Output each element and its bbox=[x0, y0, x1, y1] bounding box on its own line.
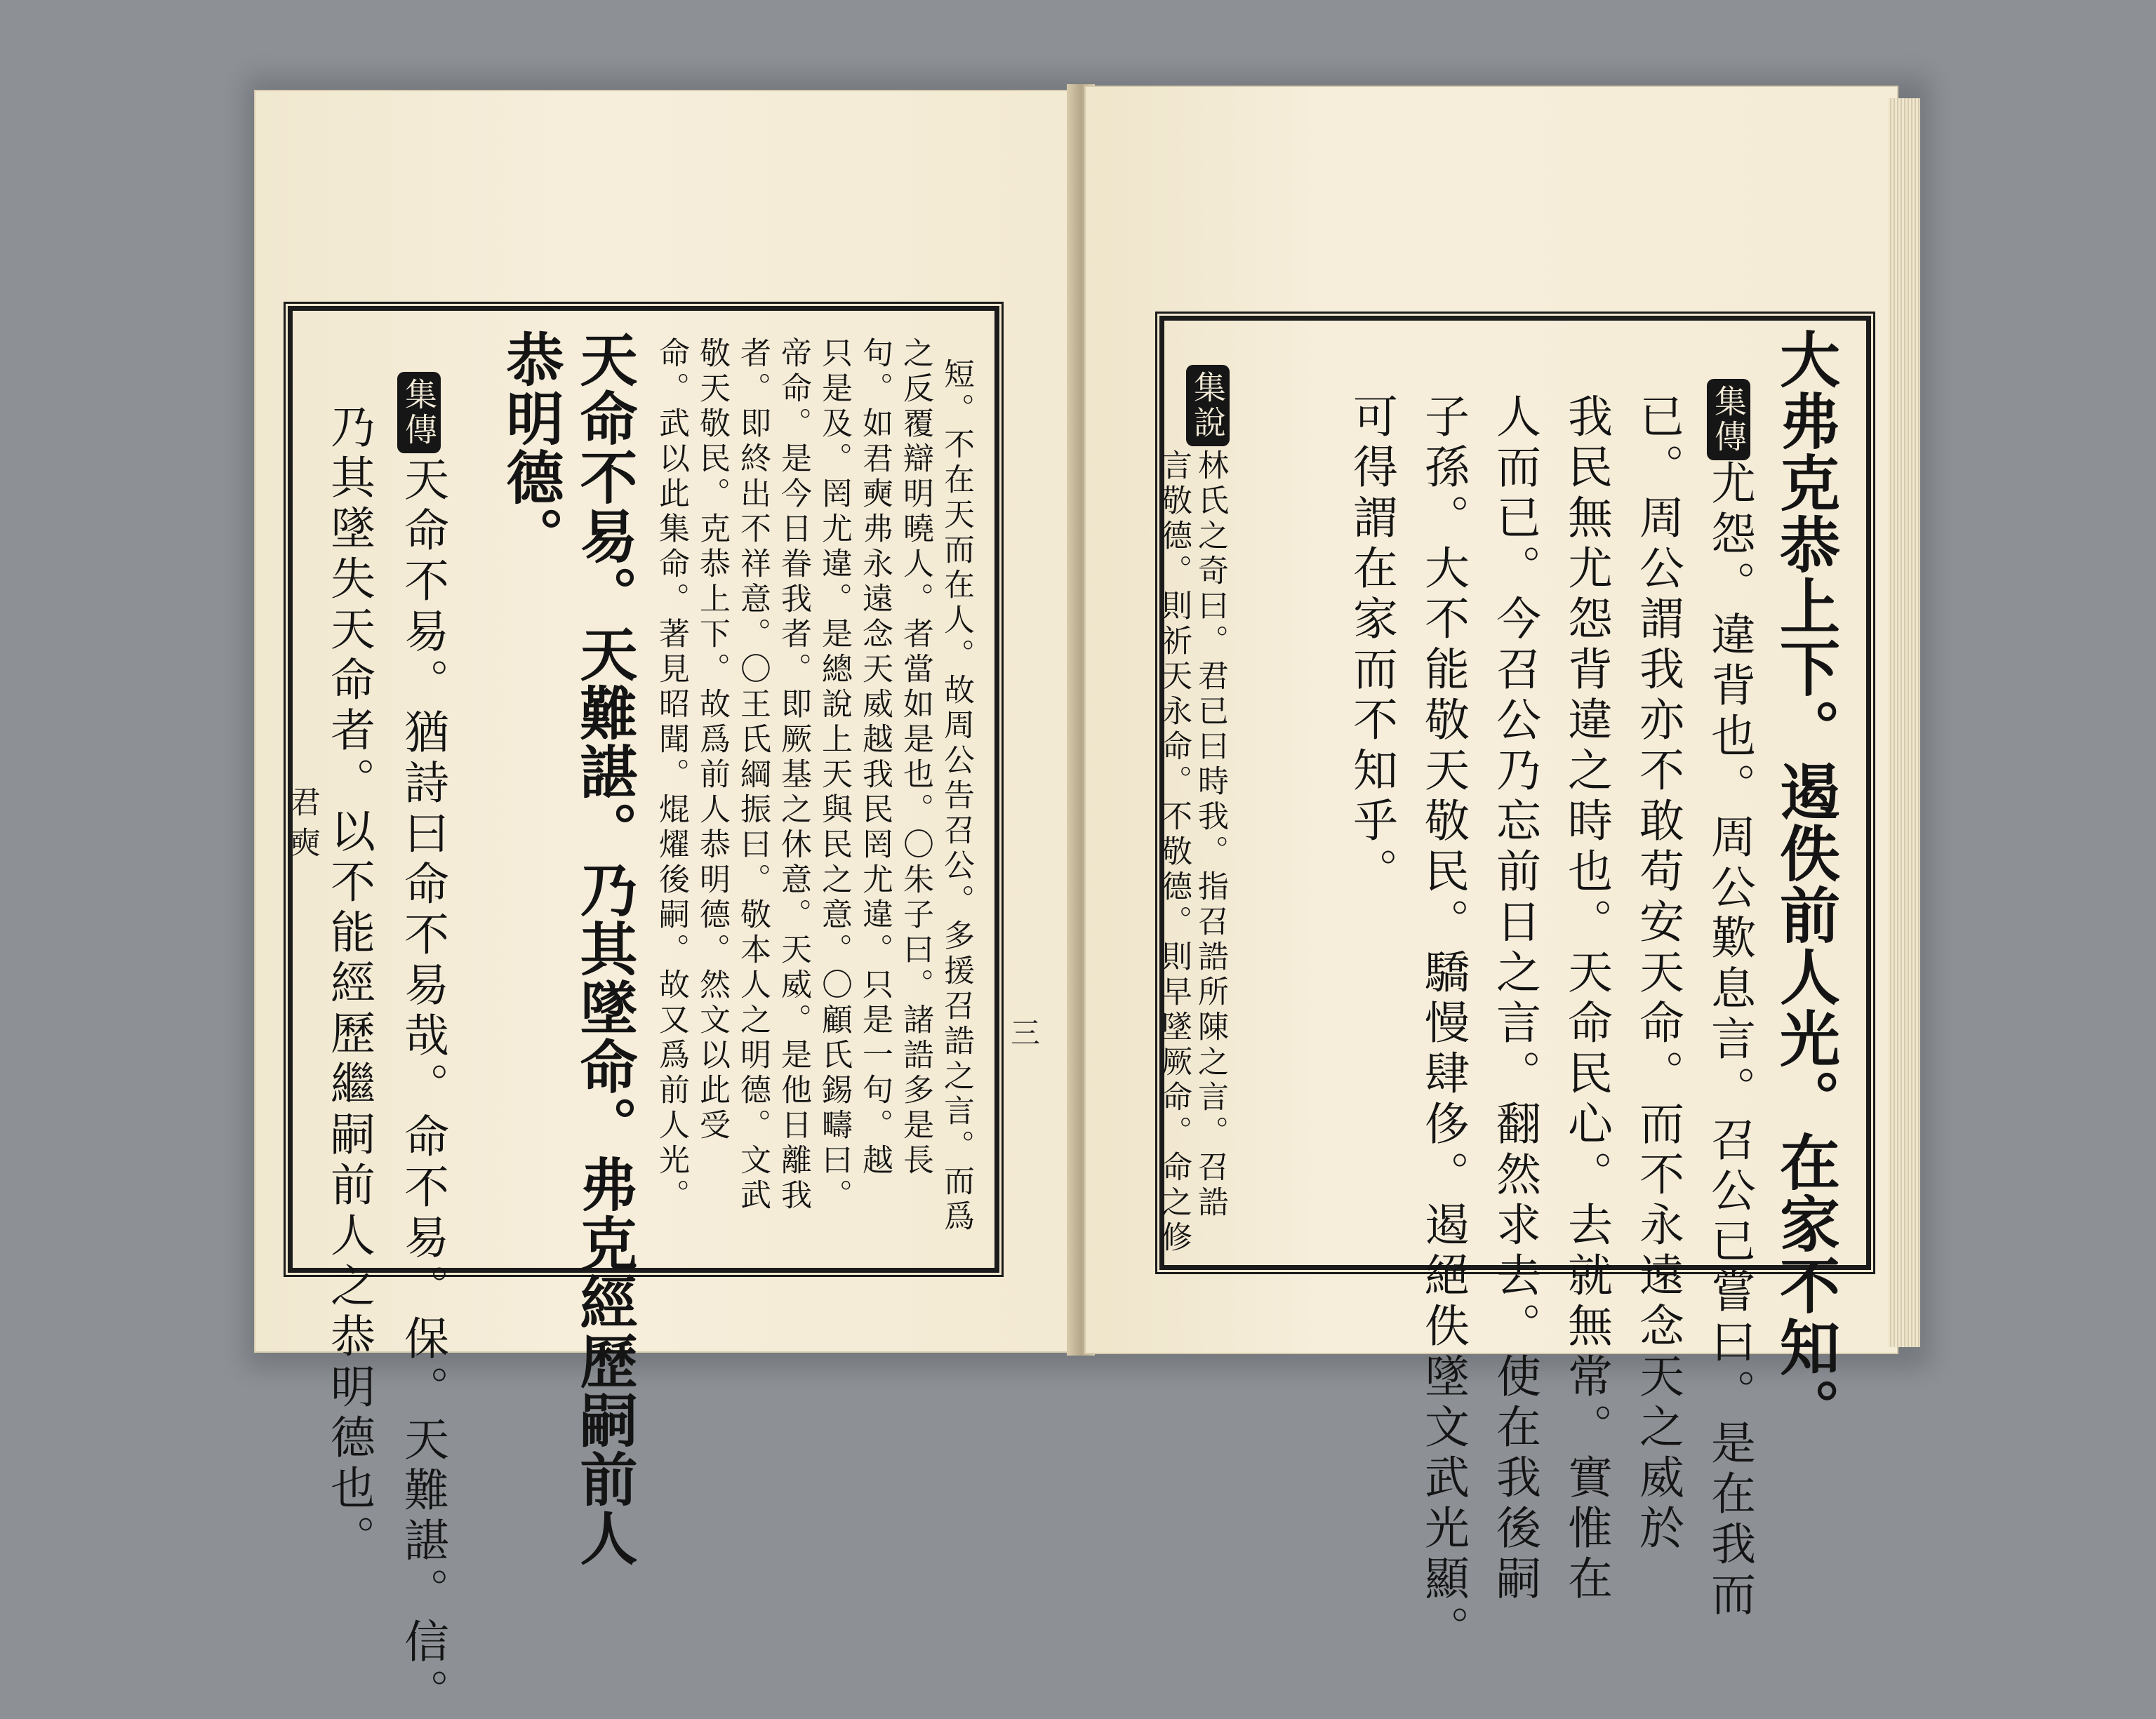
left-label-jizhuan: 集傳 bbox=[397, 372, 441, 453]
left-commentary-line-2: 之反覆辯明曉人。者當如是也。〇朱子曰。諸誥多是長 bbox=[898, 337, 933, 1179]
right-jizhuan-line-5: 子孫。大不能敬天敬民。驕慢肆侈。遏絕佚墜文武光顯。 bbox=[1417, 393, 1469, 1656]
left-jizhuan-line-2: 乃其墜失天命者。以不能經歷繼嗣前人之恭明德也。 bbox=[323, 403, 375, 1565]
left-commentary-line-7: 敬天敬民。克恭上下。故爲前人恭明德。然文以此受 bbox=[694, 337, 730, 1144]
right-label-jizhuan: 集傳 bbox=[1707, 379, 1750, 460]
left-commentary-line-1: 短。不在天而在人。故周公告召公。多援召誥之言。而爲 bbox=[938, 358, 974, 1235]
right-jizhuan-line-2: 已。周公謂我亦不敢苟安天命。而不永遠念天之威於 bbox=[1632, 393, 1684, 1555]
right-label-jishuo: 集說 bbox=[1186, 365, 1230, 446]
left-commentary-line-4: 只是及。罔尤違。是總說上天與民之意。〇顧氏錫疇曰。 bbox=[816, 337, 852, 1214]
right-jishuo-line-1: 林氏之奇曰。君已曰時我。指召誥所陳之言。召誥 bbox=[1192, 449, 1228, 1221]
left-jizhuan-line-1: 天命不易。猶詩曰命不易哉。命不易。保。天難諶。信。 bbox=[397, 456, 448, 1719]
right-jizhuan-line-3: 我民無尤怨背違之時也。天命民心。去就無常。實惟在 bbox=[1560, 393, 1612, 1605]
left-commentary-line-6: 者。即終出不祥意。〇王氏綱振曰。敬本人之明德。文武 bbox=[735, 337, 771, 1214]
left-center-title: 君奭 bbox=[284, 786, 320, 867]
right-jishuo-line-2: 言敬德。則祈天永命。不敬德。則早墜厥命。命之修 bbox=[1156, 449, 1192, 1256]
right-jizhuan-line-1: 尤怨。違背也。周公歎息言。召公已嘗曰。是在我而 bbox=[1703, 460, 1755, 1621]
left-commentary-line-8: 命。武以此集命。著見昭聞。焜燿後嗣。故又爲前人光。 bbox=[653, 337, 689, 1214]
right-jizhuan-line-6: 可得謂在家而不知乎。 bbox=[1345, 393, 1397, 898]
left-commentary-line-3: 句。如君奭弗永遠念天威越我民罔尤違。只是一句。越 bbox=[857, 337, 893, 1179]
left-page-mark: 三 bbox=[1011, 1016, 1041, 1050]
book-fore-edge bbox=[1888, 98, 1920, 1347]
left-commentary-line-5: 帝命。是今日眷我者。即厥基之休意。天威。是他日離我 bbox=[776, 337, 811, 1214]
right-big-line: 大弗克恭上下。遏佚前人光。在家不知。 bbox=[1769, 328, 1840, 1440]
left-big-line-1: 天命不易。天難諶。乃其墜命。弗克經歷嗣前人 bbox=[571, 330, 638, 1567]
left-big-line-2: 恭明德。 bbox=[497, 330, 564, 566]
right-jizhuan-line-4: 人而已。今召公乃忘前日之言。翻然求去。使在我後嗣 bbox=[1489, 393, 1541, 1605]
